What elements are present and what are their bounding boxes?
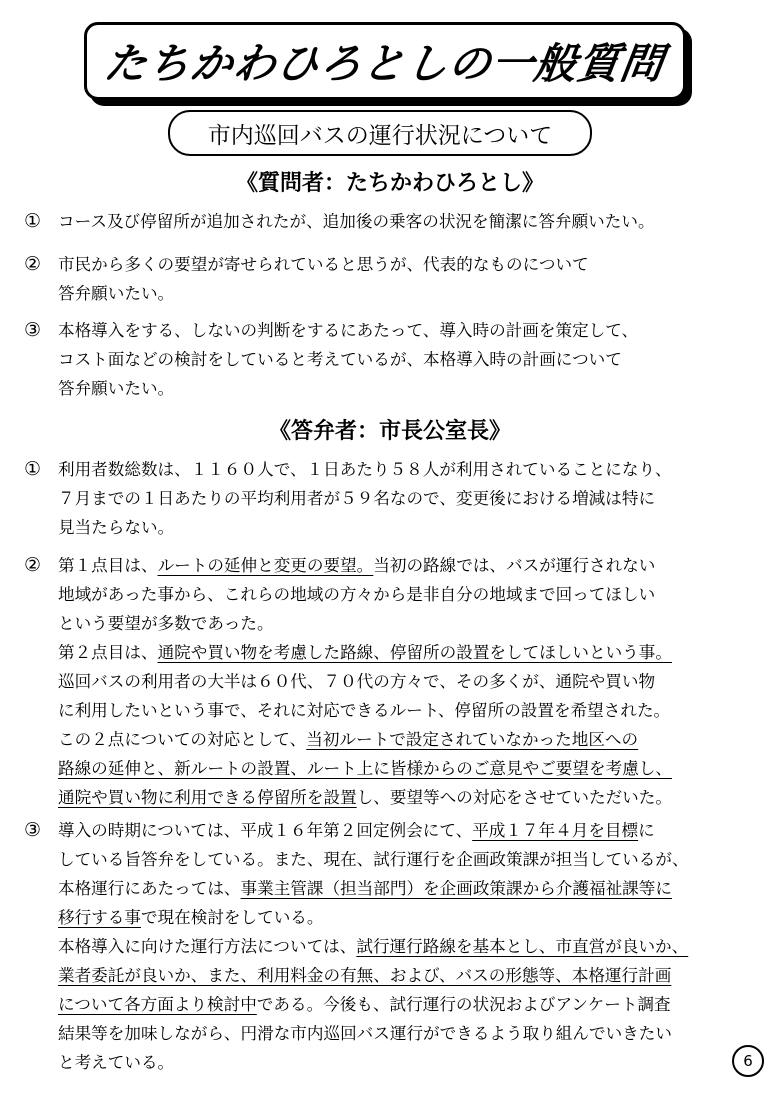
answer-line: ７月までの１日あたりの平均利用者が５９名なので、変更後における増減は特に xyxy=(58,489,656,508)
answer-text: し、要望等への対応をさせていただいた。 xyxy=(356,788,672,807)
underlined-text: ルートの延伸と変更の要望。 xyxy=(157,556,374,575)
answerer-heading: 《答弁者：市長公室長》 xyxy=(268,419,511,444)
answer-line: という要望が多数であった。 xyxy=(58,614,274,633)
answer-line: 見当たらない。 xyxy=(58,518,175,537)
question-item-3 xyxy=(24,316,760,403)
underlined-text: について各方面より検討中 xyxy=(58,995,257,1014)
underlined-text: 平成１７年４月を目標 xyxy=(472,821,639,840)
page-number: 6 xyxy=(732,1045,764,1077)
question-line: 市民から多くの要望が寄せられていると思うが、代表的なものについて xyxy=(58,255,589,274)
answer-line xyxy=(58,932,760,961)
page-subtitle: 市内巡回バスの運行状況について xyxy=(207,122,553,149)
question-item-2 xyxy=(24,250,760,308)
answer-item-2 xyxy=(24,551,760,812)
answer-line: と考えている。 xyxy=(58,1053,175,1072)
answer-number: ③ xyxy=(24,819,42,841)
answer-line xyxy=(58,816,760,845)
question-number: ③ xyxy=(24,319,42,341)
question-line: 答弁願いたい。 xyxy=(58,284,175,303)
answer-number: ① xyxy=(24,458,42,480)
answer-line xyxy=(58,990,760,1019)
answer-text: 本格運行にあたっては、 xyxy=(58,879,241,898)
answer-line-underlined: 路線の延伸と、新ルートの設置、ルート上に皆様からのご意見やご要望を考慮し、 xyxy=(58,759,672,778)
answer-line: 巡回バスの利用者の大半は６０代、７０代の方々で、その多くが、通院や買い物 xyxy=(58,672,656,691)
answer-line: している旨答弁をしている。また、現在、試行運行を企画政策課が担当しているが、 xyxy=(58,850,689,869)
answer-line xyxy=(58,783,760,812)
question-line: コース及び停留所が追加されたが、追加後の乗客の状況を簡潔に答弁願いたい。 xyxy=(58,212,655,231)
underlined-text: 通院や買い物に利用できる停留所を設置 xyxy=(58,788,357,807)
question-number: ① xyxy=(24,210,42,232)
answer-text: 導入の時期については、平成１６年第２回定例会にて、 xyxy=(58,821,473,840)
answer-line xyxy=(58,725,760,754)
answer-text: 本格導入に向けた運行方法については、 xyxy=(58,937,357,956)
underlined-text: 当初ルートで設定されていなかった地区への xyxy=(306,730,639,749)
answer-text: である。今後も、試行運行の状況およびアンケート調査 xyxy=(256,995,671,1014)
question-item-1 xyxy=(24,207,760,236)
answer-text: この２点についての対応として、 xyxy=(58,730,307,749)
underlined-text: 試行運行路線を基本とし、市直営が良いか、 xyxy=(356,937,689,956)
question-number: ② xyxy=(24,253,42,275)
answer-item-3 xyxy=(24,816,760,1077)
answer-text: に xyxy=(638,821,655,840)
answer-line: 地域があった事から、これらの地域の方々から是非自分の地域まで回ってほしい xyxy=(58,585,656,604)
answer-line: 結果等を加味しながら、円滑な市内巡回バス運行ができるよう取り組んでいきたい xyxy=(58,1024,672,1043)
page-title: たちかわひろとしの一般質問 xyxy=(101,39,668,88)
answer-line xyxy=(58,903,760,932)
answer-text: 第１点目は、 xyxy=(58,556,158,575)
answer-line-underlined: 業者委託が良いか、また、利用料金の有無、および、バスの形態等、本格運行計画 xyxy=(58,966,672,985)
answer-text: 第２点目は、 xyxy=(58,643,158,662)
questioner-heading: 《質問者：たちかわひろとし》 xyxy=(235,171,544,196)
underlined-text: 通院や買い物を考慮した路線、停留所の設置をしてほしいという事。 xyxy=(157,643,672,662)
answer-line xyxy=(58,638,760,667)
question-line: コスト面などの検討をしていると考えているが、本格導入時の計画について xyxy=(58,350,622,369)
answer-line xyxy=(58,874,760,903)
answer-text: で現在検討をしている。 xyxy=(140,908,324,927)
subtitle-box xyxy=(168,110,592,156)
answer-item-1 xyxy=(24,455,760,542)
answer-text: 当初の路線では、バスが運行されない xyxy=(373,556,656,575)
answer-number: ② xyxy=(24,554,42,576)
underlined-text: 事業主管課（担当部門）を企画政策課から介護福祉課等に xyxy=(240,879,672,898)
answer-line: 利用者数総数は、１１６０人で、１日あたり５８人が利用されていることになり、 xyxy=(58,460,672,479)
answer-line: に利用したいという事で、それに対応できるルート、停留所の設置を希望された。 xyxy=(58,701,671,720)
question-line: 答弁願いたい。 xyxy=(58,379,175,398)
title-box xyxy=(84,22,686,100)
answer-line xyxy=(58,551,760,580)
question-line: 本格導入をする、しないの判断をするにあたって、導入時の計画を策定して、 xyxy=(58,321,639,340)
underlined-text: 移行する事 xyxy=(58,908,141,927)
